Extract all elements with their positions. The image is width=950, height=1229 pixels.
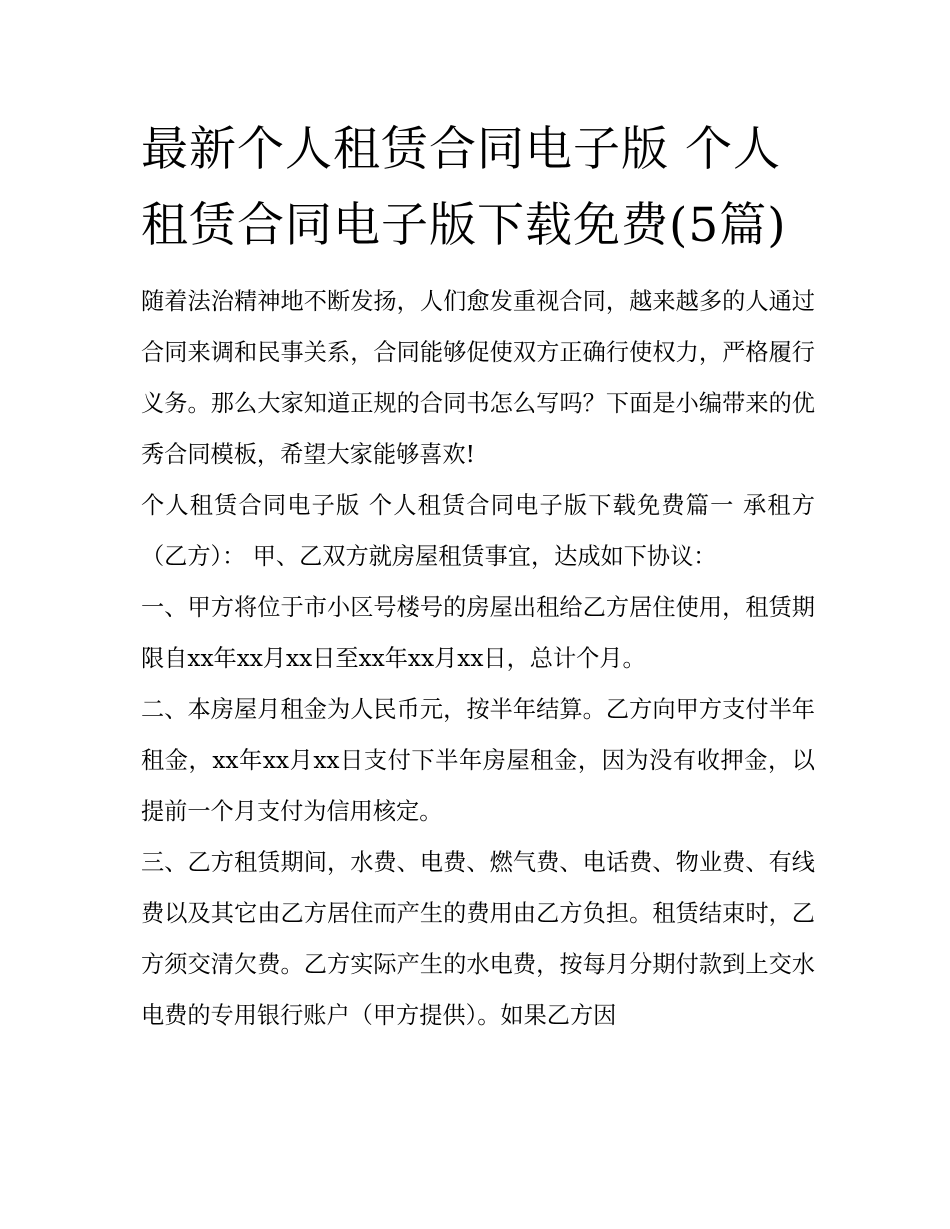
- paragraph-contract-heading: 个人租赁合同电子版 个人租赁合同电子版下载免费篇一 承租方（乙方）： 甲、乙双方就房屋租赁事宜，达成如下协议：: [141, 492, 815, 570]
- document-body: [141, 276, 815, 1041]
- paragraph-clause-1: 一、甲方将位于市小区号楼号的房屋出租给乙方居住使用，租赁期限自xx年xx月xx日至xx年xx月xx日，总计个月。: [141, 594, 815, 672]
- paragraph-clause-3: 三、乙方租赁期间，水费、电费、燃气费、电话费、物业费、有线费以及其它由乙方居住而产生的费用由乙方负担。租赁结束时，乙方须交清欠费。乙方实际产生的水电费，按每月分期付款到上交水电费的专用银行账户（甲方提供）。如果乙方因: [141, 849, 815, 1029]
- document-title: 最新个人租赁合同电子版 个人租赁合同电子版下载免费(5篇): [141, 122, 787, 253]
- paragraph-intro: 随着法治精神地不断发扬，人们愈发重视合同，越来越多的人通过合同来调和民事关系，合同能够促使双方正确行使权力，严格履行义务。那么大家知道正规的合同书怎么写吗？下面是小编带来的优秀合同模板，希望大家能够喜欢!: [141, 288, 815, 468]
- paragraph-clause-2: 二、本房屋月租金为人民币元，按半年结算。乙方向甲方支付半年租金，xx年xx月xx日支付下半年房屋租金，因为没有收押金，以提前一个月支付为信用核定。: [141, 696, 815, 825]
- document-content: [141, 112, 815, 1041]
